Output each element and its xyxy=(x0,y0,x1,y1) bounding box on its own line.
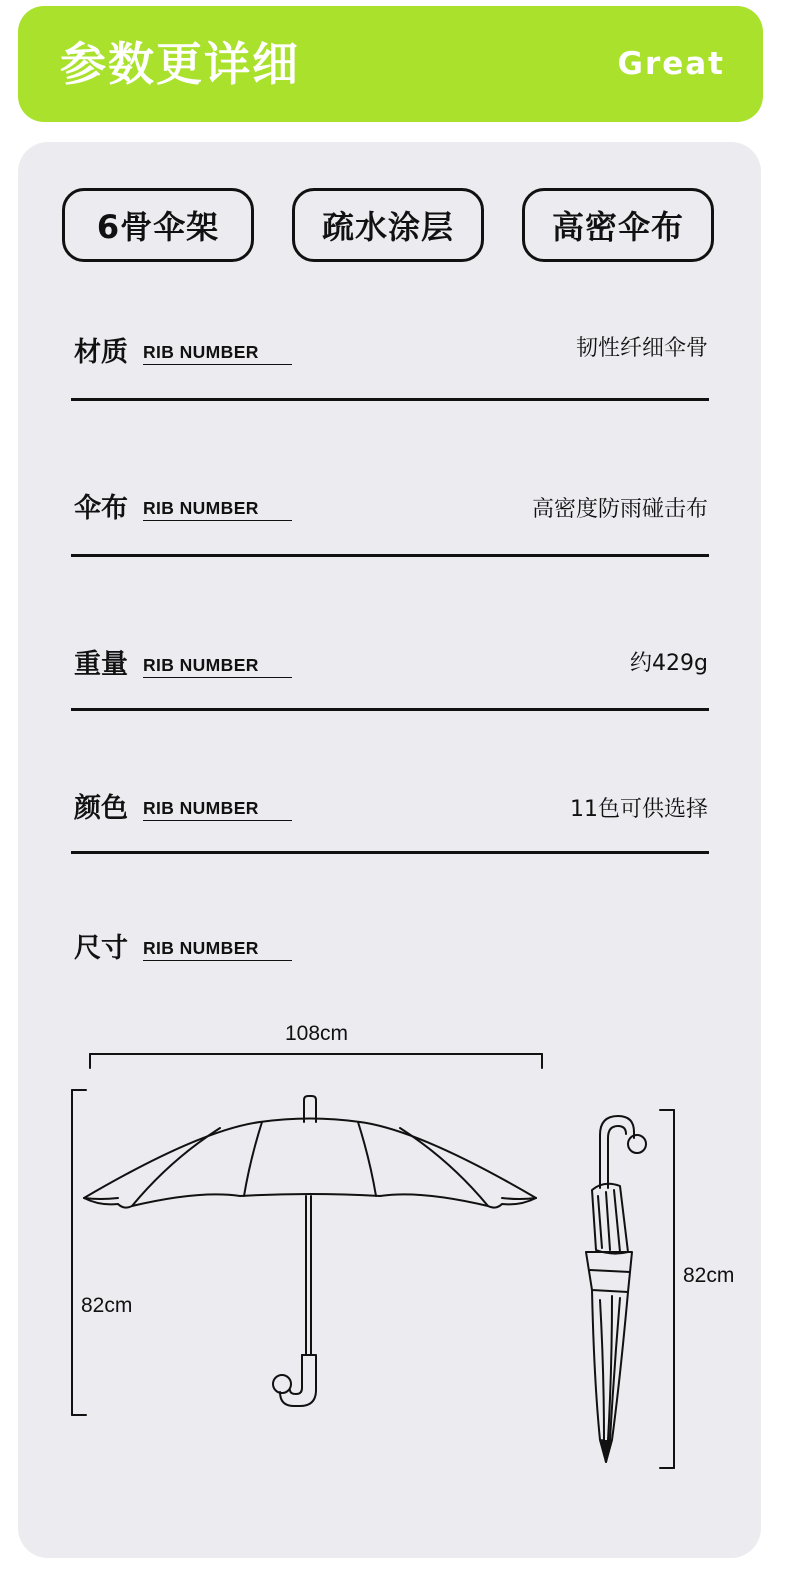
closed-length-bracket xyxy=(660,1110,674,1468)
feature-badge-fabric: 高密伞布 xyxy=(522,188,714,262)
dimension-closed-length: 82cm xyxy=(683,1264,735,1287)
spec-label-material: 材质 xyxy=(74,337,128,368)
spec-sublabel-weight: RIB NUMBER xyxy=(143,654,292,678)
spec-sublabel-color: RIB NUMBER xyxy=(143,797,292,821)
spec-sublabel-fabric: RIB NUMBER xyxy=(143,497,292,521)
spec-sublabel-size: RIB NUMBER xyxy=(143,937,292,961)
feature-badge-coating: 疏水涂层 xyxy=(292,188,484,262)
spec-label-fabric: 伞布 xyxy=(74,493,128,524)
spec-label-size: 尺寸 xyxy=(74,933,128,964)
open-umbrella-drawing xyxy=(84,1096,536,1406)
spec-value-weight: 约429g xyxy=(630,651,708,676)
spec-value-material: 韧性纤细伞骨 xyxy=(575,336,708,361)
spec-sublabel-material: RIB NUMBER xyxy=(143,341,292,365)
spec-value-color: 11色可供选择 xyxy=(570,797,708,822)
spec-label-weight: 重量 xyxy=(74,649,128,680)
banner-tag: Great xyxy=(617,46,725,82)
page-title: 参数更详细 xyxy=(60,37,300,91)
feature-badge-ribs: 6骨伞架 xyxy=(62,188,254,262)
closed-umbrella-drawing xyxy=(586,1116,646,1462)
dimension-open-width: 108cm xyxy=(285,1022,349,1045)
width-bracket xyxy=(90,1054,542,1068)
spec-label-color: 颜色 xyxy=(74,793,128,824)
open-height-bracket xyxy=(72,1090,86,1415)
spec-value-fabric: 高密度防雨碰击布 xyxy=(531,497,708,522)
dimension-open-height: 82cm xyxy=(81,1294,133,1317)
